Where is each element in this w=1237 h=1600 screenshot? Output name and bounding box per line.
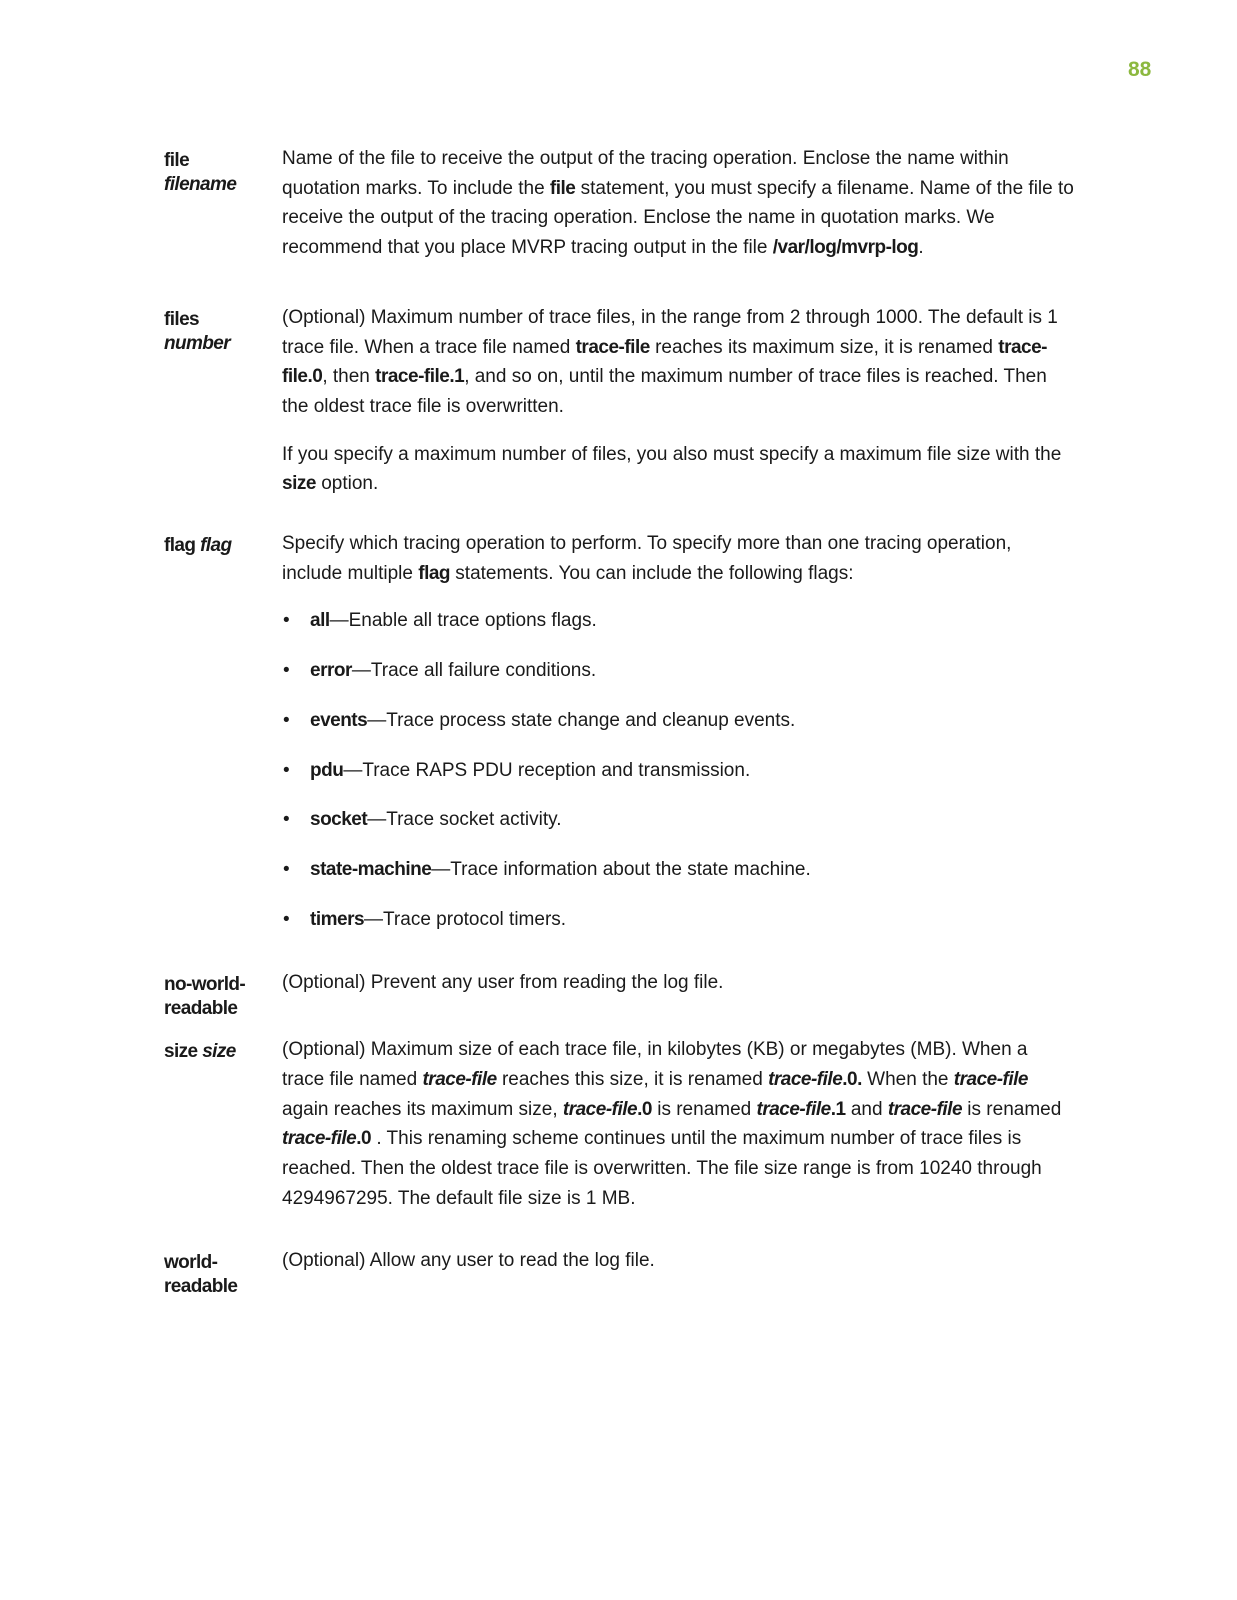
- keyword: file: [549, 177, 576, 199]
- keyword: trace-file.1: [375, 366, 465, 388]
- text-run: (Optional) Maximum size of each trace file, in kilobytes (KB) or megabytes (MB). When a trace file named: [282, 1039, 1028, 1091]
- flag-description: —Enable all trace options flags.: [329, 610, 597, 632]
- description-paragraph: [282, 144, 1074, 263]
- term-argument: size: [202, 1041, 236, 1063]
- text-run: (Optional) Maximum number of trace files, in the range from 2 through 1000. The default is 1 trace file. When a trace file named: [282, 306, 1058, 358]
- description-paragraph: [282, 1035, 1074, 1213]
- keyword: flag: [418, 562, 451, 584]
- option-description: [282, 1246, 1074, 1276]
- variable: trace-file: [768, 1069, 843, 1091]
- term-keyword: flag: [164, 535, 196, 557]
- text-run: statements. You can include the following flags:: [450, 562, 854, 584]
- text-run: option.: [315, 473, 379, 495]
- option-description: [282, 529, 1074, 954]
- option-term: [164, 144, 282, 197]
- text-run: , and so on, until the maximum number of trace files is reached. Then the oldest trace file is overwritten.: [282, 366, 1047, 417]
- text-run: .: [918, 237, 924, 259]
- variable: trace-file: [282, 1128, 357, 1150]
- text-run: again reaches its maximum size,: [282, 1098, 563, 1120]
- term-argument: filename: [164, 174, 237, 195]
- option-no-world-readable: [164, 968, 1074, 1021]
- keyword: .0: [637, 1098, 652, 1120]
- option-description: [282, 968, 1074, 998]
- description-text: (Optional) Allow any user to read the log file.: [282, 1249, 655, 1271]
- flag-name: socket: [310, 809, 368, 831]
- keyword: size: [282, 473, 316, 495]
- term-keyword: size: [164, 1041, 198, 1063]
- variable: trace-file: [887, 1098, 963, 1120]
- term-argument: number: [164, 332, 231, 354]
- description-paragraph: [282, 529, 1074, 588]
- flag-description: —Trace process state change and cleanup events.: [367, 709, 796, 731]
- keyword: trace-file: [575, 336, 650, 358]
- flag-name: state-machine: [310, 858, 432, 880]
- list-item: [282, 606, 1074, 636]
- flag-name: pdu: [310, 759, 344, 781]
- term-keyword: readable: [164, 1275, 238, 1297]
- text-run: statement, you must specify a filename. Name of the file to receive the output of the tracing operation. Enclose the name in quotation marks. We recommend that you place MVRP tracing output in the file: [282, 177, 1074, 259]
- text-run: , then: [322, 366, 376, 388]
- flag-name: timers: [310, 908, 365, 930]
- list-item: [282, 855, 1074, 885]
- option-term: [164, 529, 282, 558]
- option-description: [282, 144, 1074, 281]
- option-files: [164, 303, 1074, 517]
- keyword: .0.: [842, 1069, 862, 1091]
- term-argument: flag: [200, 535, 232, 557]
- keyword: .1: [830, 1098, 846, 1120]
- option-world-readable: [164, 1246, 1074, 1299]
- list-item: [282, 805, 1074, 835]
- flag-description: —Trace RAPS PDU reception and transmission.: [343, 759, 751, 781]
- option-term: [164, 1035, 282, 1064]
- text-run: Specify which tracing operation to perform. To specify more than one tracing operation, include multiple: [282, 533, 1012, 584]
- term-keyword: files: [164, 308, 200, 330]
- description-text: (Optional) Prevent any user from reading the log file.: [282, 972, 724, 994]
- file-path: /var/log/mvrp-log: [772, 237, 919, 259]
- flag-name: events: [310, 709, 368, 731]
- flag-description: —Trace all failure conditions.: [351, 660, 597, 682]
- option-term: [164, 1246, 282, 1299]
- list-item: [282, 656, 1074, 686]
- option-file: [164, 144, 1074, 281]
- flag-description: —Trace socket activity.: [367, 809, 562, 831]
- flag-list: [282, 606, 1074, 934]
- text-run: is renamed: [651, 1098, 757, 1120]
- option-description: [282, 303, 1074, 517]
- flag-name: all: [310, 610, 330, 632]
- variable: trace-file: [756, 1098, 831, 1120]
- variable: trace-file: [562, 1098, 638, 1120]
- keyword: .0: [356, 1128, 372, 1150]
- keyword: trace-file.0: [282, 336, 1047, 388]
- option-description: [282, 1035, 1074, 1231]
- text-run: reaches its maximum size, it is renamed: [649, 336, 999, 358]
- list-item: [282, 706, 1074, 736]
- text-run: reaches this size, it is renamed: [496, 1069, 769, 1091]
- term-keyword: no-world-: [164, 974, 246, 996]
- text-run: . This renaming scheme continues until the maximum number of trace files is reached. Then the oldest trace file is overwritten. The file size range is from 10240 through 4294967295. The default file size is 1 MB.: [282, 1128, 1042, 1209]
- term-keyword: readable: [164, 998, 238, 1020]
- flag-name: error: [310, 660, 352, 682]
- option-term: [164, 968, 282, 1021]
- text-run: Name of the file to receive the output of the tracing operation. Enclose the name within quotation marks. To include the: [282, 148, 1009, 199]
- text-run: When the: [861, 1069, 954, 1091]
- option-term: [164, 303, 282, 356]
- text-run: and: [845, 1098, 888, 1120]
- statement-options: [164, 144, 1074, 1299]
- list-item: [282, 756, 1074, 786]
- flag-description: —Trace information about the state machine.: [431, 858, 811, 880]
- option-size: [164, 1035, 1074, 1231]
- variable: trace-file: [422, 1069, 497, 1091]
- option-flag: [164, 529, 1074, 954]
- text-run: is renamed: [962, 1098, 1062, 1120]
- flag-description: —Trace protocol timers.: [364, 908, 567, 930]
- description-paragraph: [282, 440, 1074, 499]
- term-keyword: world-: [164, 1251, 218, 1273]
- description-paragraph: [282, 303, 1074, 422]
- variable: trace-file: [953, 1069, 1028, 1091]
- list-item: [282, 905, 1074, 935]
- term-keyword: file: [164, 150, 190, 171]
- page-number: 88: [1128, 58, 1152, 81]
- text-run: If you specify a maximum number of files, you also must specify a maximum file size with the: [282, 443, 1062, 465]
